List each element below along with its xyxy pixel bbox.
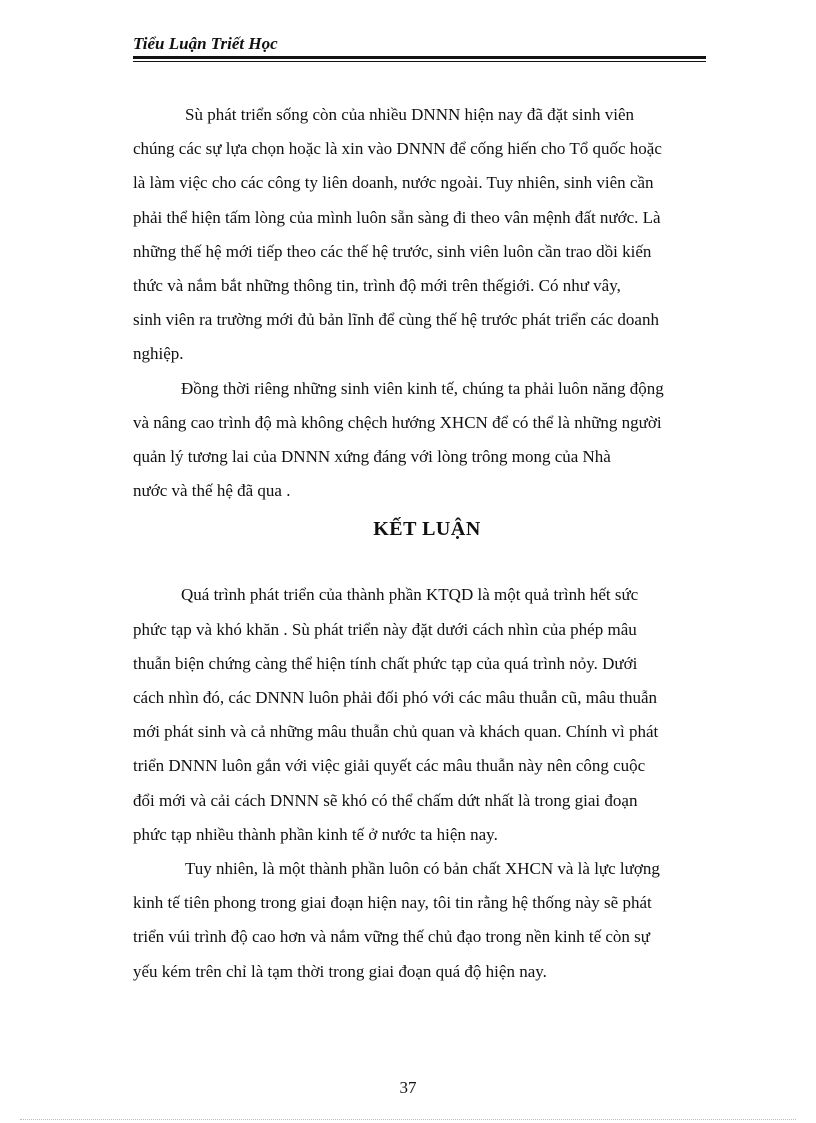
text-line: cách nhìn đó, các DNNN luôn phải đối phó với các mâu thuẫn cũ, mâu thuẫn: [133, 688, 658, 708]
text-line: phức tạp và khó khăn . Sù phát triển này đặt dưới cách nhìn của phép mâu: [133, 619, 637, 639]
text-line: triển vúi trình độ cao hơn và nắm vững thế chủ đạo trong nền kinh tế còn sự: [133, 927, 650, 947]
text-line: thức và nắm bắt những thông tin, trình độ mới trên thếgiới. Có như vây,: [133, 276, 621, 296]
text-line: nước và thế hệ đã qua .: [133, 481, 291, 501]
text-line: yếu kém trên chỉ là tạm thời trong giai đoạn quá độ hiện nay.: [133, 961, 547, 981]
text-line: những thế hệ mới tiếp theo các thế hệ trước, sinh viên luôn cần trao dồi kiến: [133, 241, 652, 261]
header-rule-thick: [133, 56, 706, 59]
paragraph: [133, 578, 721, 852]
header-rule-thin: [133, 61, 706, 62]
paragraph: [133, 98, 721, 372]
text-line: Tuy nhiên, là một thành phần luôn có bản chất XHCN và là lực lượng: [185, 859, 660, 879]
text-line: chúng các sự lựa chọn hoặc là xin vào DNNN để cống hiến cho Tổ quốc hoặc: [133, 139, 662, 159]
text-line: thuẫn biện chứng càng thể hiện tính chất phức tạp của quá trình nỏy. Dưới: [133, 653, 638, 673]
text-line: nghiệp.: [133, 344, 184, 364]
header-title: Tiểu Luận Triết Học: [133, 34, 278, 53]
text-line: mới phát sinh và cả những mâu thuẫn chủ quan và khách quan. Chính vì phát: [133, 722, 659, 742]
paragraph: [133, 372, 721, 509]
text-line: Đồng thời riêng những sinh viên kinh tế, chúng ta phải luôn năng động: [181, 378, 664, 398]
text-line: quản lý tương lai của DNNN xứng đáng với lòng trông mong của Nhà: [133, 447, 611, 467]
text-line: phải thể hiện tấm lòng của mình luôn sẵn sàng đi theo vân mệnh đất nước. Là: [133, 207, 661, 227]
section-conclusion: [133, 578, 721, 988]
page-header: [133, 32, 706, 62]
text-line: là làm việc cho các công ty liên doanh, nước ngoài. Tuy nhiên, sinh viên cần: [133, 173, 654, 193]
paragraph: [133, 852, 721, 989]
bottom-dotted-border: [20, 1119, 796, 1120]
section-before-conclusion: [133, 98, 721, 508]
text-line: Quá trình phát triển của thành phần KTQD là một quả trình hết sức: [181, 585, 639, 605]
text-line: kinh tế tiên phong trong giai đoạn hiện nay, tôi tin rằng hệ thống này sẽ phát: [133, 893, 652, 913]
text-line: triển DNNN luôn gắn với việc giải quyết các mâu thuẫn này nên công cuộc: [133, 756, 646, 776]
text-line: phức tạp nhiều thành phần kinh tế ở nước ta hiện nay.: [133, 824, 498, 844]
text-line: Sù phát triển sống còn của nhiều DNNN hiện nay đã đặt sinh viên: [185, 105, 634, 124]
text-line: và nâng cao trình độ mà không chệch hướng XHCN để có thể là những người: [133, 412, 662, 432]
document-body: [133, 98, 721, 989]
text-line: đổi mới và cải cách DNNN sẽ khó có thể chấm dứt nhất là trong giai đoạn: [133, 790, 638, 810]
page-number: 37: [399, 1078, 417, 1097]
section-heading: KẾT LUẬN: [373, 518, 481, 541]
text-line: sinh viên ra trường mới đủ bản lĩnh để cùng thế hệ trước phát triển các doanh: [133, 310, 659, 330]
